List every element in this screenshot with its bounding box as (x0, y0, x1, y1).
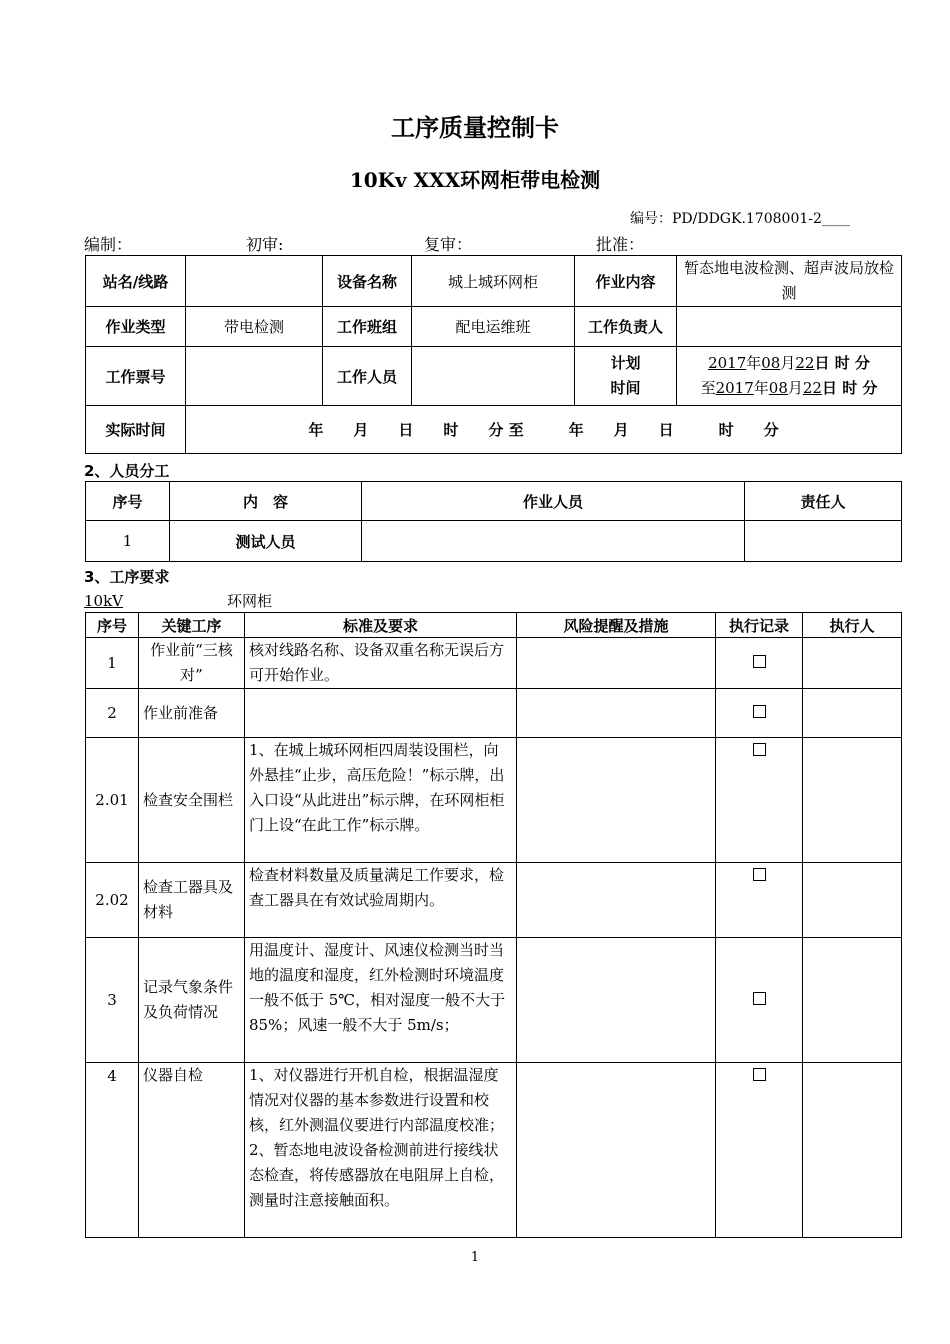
row-record (716, 689, 803, 738)
content-label: 作业内容 (575, 256, 677, 307)
section3-heading: 3、工序要求 (84, 568, 170, 586)
row-no: 2 (86, 689, 139, 738)
checkbox-icon[interactable] (753, 1068, 766, 1081)
table-row (86, 738, 902, 863)
row-executor (803, 863, 902, 938)
line-label: 10kV 环网柜 (84, 592, 273, 610)
row-risk (517, 638, 716, 689)
staff-header-owner: 责任人 (745, 482, 902, 521)
row-risk (517, 938, 716, 1063)
staff-table (85, 481, 902, 562)
process-header-record: 执行记录 (716, 613, 803, 638)
table-row (86, 1063, 902, 1238)
staff-value (412, 347, 575, 406)
row-executor (803, 738, 902, 863)
process-header-no: 序号 (86, 613, 139, 638)
device-label: 设备名称 (323, 256, 412, 307)
row-standard: 核对线路名称、设备双重名称无误后方可开始作业。 (245, 638, 517, 689)
checkbox-icon[interactable] (753, 868, 766, 881)
team-label: 工作班组 (323, 307, 412, 347)
sign-approve: 批准： (596, 235, 645, 254)
plan-time-value: 2017年08月22日 时 分 至2017年08月22日 时 分 (677, 347, 902, 406)
row-no: 4 (86, 1063, 139, 1238)
content-value: 暂态地电波检测、超声波局放检测 (677, 256, 902, 307)
type-value: 带电检测 (186, 307, 323, 347)
checkbox-icon[interactable] (753, 705, 766, 718)
row-risk (517, 863, 716, 938)
row-step: 仪器自检 (139, 1063, 245, 1238)
staff-row-no: 1 (86, 521, 170, 562)
row-step: 检查安全围栏 (139, 738, 245, 863)
row-standard (245, 689, 517, 738)
row-standard: 检查材料数量及质量满足工作要求，检查工器具在有效试验周期内。 (245, 863, 517, 938)
checkbox-icon[interactable] (753, 743, 766, 756)
table-row (86, 689, 902, 738)
actual-time-label: 实际时间 (86, 406, 186, 454)
row-executor (803, 938, 902, 1063)
row-standard: 用温度计、湿度计、风速仪检测当时当地的温度和湿度，红外检测时环境温度一般不低于 5℃，相对湿度一般不大于 85%；风速一般不大于 5m/s； (245, 938, 517, 1063)
row-record (716, 938, 803, 1063)
row-record (716, 738, 803, 863)
process-header-step: 关键工序 (139, 613, 245, 638)
table-row (86, 938, 902, 1063)
sign-first-review: 初审: (246, 235, 284, 254)
row-standard: 1、在城上城环网柜四周装设围栏，向外悬挂“止步，高压危险！”标示牌，出入口设“从此进出”标示牌，在环网柜柜门上设“在此工作”标示牌。 (245, 738, 517, 863)
leader-label: 工作负责人 (575, 307, 677, 347)
row-risk (517, 689, 716, 738)
process-header-risk: 风险提醒及措施 (517, 613, 716, 638)
document-title: 工序质量控制卡 (391, 113, 559, 142)
device-value: 城上城环网柜 (412, 256, 575, 307)
staff-label: 工作人员 (323, 347, 412, 406)
table-row (86, 863, 902, 938)
sign-edit: 编制： (84, 235, 133, 254)
team-value: 配电运维班 (412, 307, 575, 347)
row-executor (803, 1063, 902, 1238)
row-no: 1 (86, 638, 139, 689)
staff-header-content: 内 容 (170, 482, 362, 521)
info-table (85, 255, 902, 454)
station-value (186, 256, 323, 307)
staff-row-content: 测试人员 (170, 521, 362, 562)
checkbox-icon[interactable] (753, 655, 766, 668)
row-record (716, 638, 803, 689)
station-label: 站名/线路 (86, 256, 186, 307)
plan-time-label: 计划 时间 (575, 347, 677, 406)
row-step: 作业前“三核对” (139, 638, 245, 689)
row-record (716, 863, 803, 938)
process-header-standard: 标准及要求 (245, 613, 517, 638)
row-executor (803, 689, 902, 738)
row-executor (803, 638, 902, 689)
table-row (86, 638, 902, 689)
section2-heading: 2、人员分工 (84, 462, 170, 480)
staff-header-worker: 作业人员 (362, 482, 745, 521)
document-code: 编号：PD/DDGK.1708001-2____ (630, 211, 850, 227)
row-no: 2.02 (86, 863, 139, 938)
checkbox-icon[interactable] (753, 992, 766, 1005)
staff-row-owner (745, 521, 902, 562)
row-record (716, 1063, 803, 1238)
process-table (85, 612, 902, 1238)
staff-header-no: 序号 (86, 482, 170, 521)
row-no: 3 (86, 938, 139, 1063)
sign-review: 复审： (424, 235, 473, 254)
row-step: 作业前准备 (139, 689, 245, 738)
staff-row-worker (362, 521, 745, 562)
page-number: 1 (470, 1250, 480, 1265)
ticket-value (186, 347, 323, 406)
row-step: 检查工器具及材料 (139, 863, 245, 938)
row-risk (517, 738, 716, 863)
row-step: 记录气象条件及负荷情况 (139, 938, 245, 1063)
row-risk (517, 1063, 716, 1238)
row-standard: 1、对仪器进行开机自检，根据温湿度情况对仪器的基本参数进行设置和校核，红外测温仪要进行内部温度校准； 2、暂态地电波设备检测前进行接线状态检查，将传感器放在电阻屏上自检，测量时注意接触面积。 (245, 1063, 517, 1238)
process-header-executor: 执行人 (803, 613, 902, 638)
row-no: 2.01 (86, 738, 139, 863)
document-subtitle: 10Kv XXX环网柜带电检测 (349, 168, 601, 192)
actual-time-value: 年 月 日 时 分 至 年 月 日 时 分 (186, 406, 902, 454)
leader-value (677, 307, 902, 347)
ticket-label: 工作票号 (86, 347, 186, 406)
type-label: 作业类型 (86, 307, 186, 347)
